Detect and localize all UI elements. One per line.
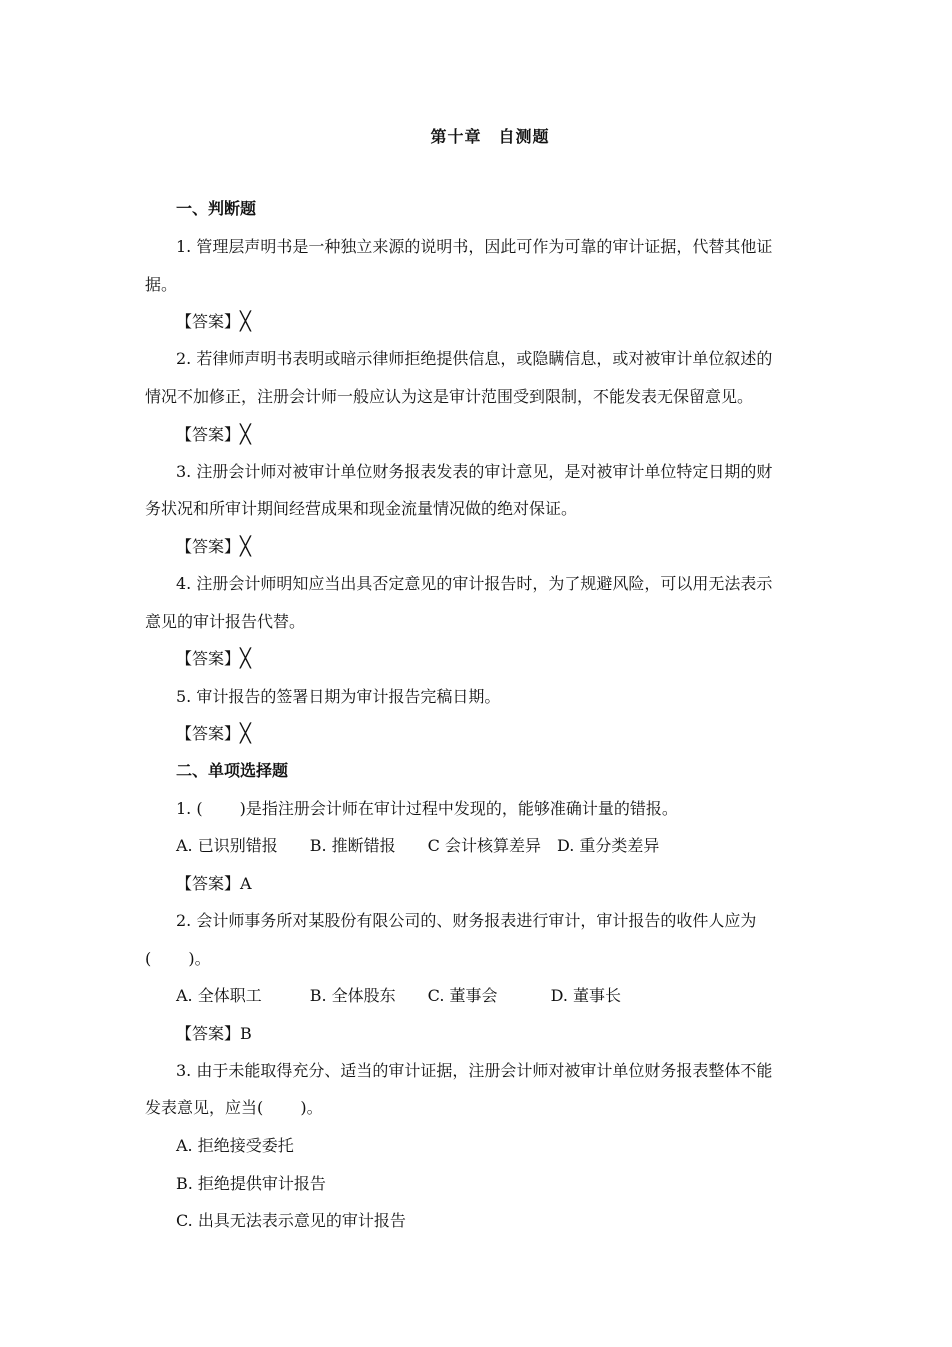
- mc-option-3b: B. 拒绝提供审计报告: [176, 1174, 326, 1193]
- mc-question-3-line-2: 发表意见，应当( )。: [145, 1098, 323, 1117]
- answer-label: 【答案】: [176, 425, 241, 444]
- tf-question-1-line-1: 1. 管理层声明书是一种独立来源的说明书，因此可作为可靠的审计证据，代替其他证: [176, 237, 773, 256]
- mc-question-3-line-1: 3. 由于未能取得充分、适当的审计证据，注册会计师对被审计单位财务报表整体不能: [176, 1061, 773, 1080]
- tf-question-4-line-1: 4. 注册会计师明知应当出具否定意见的审计报告时，为了规避风险，可以用无法表示: [176, 574, 773, 593]
- tf-answer-1: [176, 311, 251, 333]
- answer-label: 【答案】: [176, 649, 241, 668]
- section-heading-true-false: 一、判断题: [176, 199, 257, 218]
- mc-option-3a: A. 拒绝接受委托: [176, 1136, 294, 1155]
- tf-question-5: 5. 审计报告的签署日期为审计报告完稿日期。: [176, 687, 501, 706]
- tf-answer-4: [176, 648, 251, 670]
- answer-label: 【答案】: [176, 312, 241, 331]
- cross-mark-icon: ╳: [240, 536, 251, 557]
- mc-question-2-line-1: 2. 会计师事务所对某股份有限公司的、财务报表进行审计，审计报告的收件人应为: [176, 911, 757, 930]
- tf-question-3-line-2: 务状况和所审计期间经营成果和现金流量情况做的绝对保证。: [145, 499, 578, 518]
- mc-options-2: A. 全体职工 B. 全体股东 C. 董事会 D. 董事长: [176, 986, 622, 1005]
- tf-question-3-line-1: 3. 注册会计师对被审计单位财务报表发表的审计意见，是对被审计单位特定日期的财: [176, 462, 773, 481]
- cross-mark-icon: ╳: [240, 311, 251, 332]
- answer-label: 【答案】: [176, 724, 241, 743]
- answer-label: 【答案】: [176, 537, 241, 556]
- cross-mark-icon: ╳: [240, 723, 251, 744]
- tf-question-2-line-1: 2. 若律师声明书表明或暗示律师拒绝提供信息，或隐瞒信息，或对被审计单位叙述的: [176, 349, 773, 368]
- tf-question-1-line-2: 据。: [145, 275, 178, 294]
- tf-answer-2: [176, 424, 251, 446]
- mc-answer-1: 【答案】A: [176, 874, 252, 893]
- section-heading-single-choice: 二、单项选择题: [176, 761, 289, 780]
- mc-question-1: 1. ( )是指注册会计师在审计过程中发现的，能够准确计量的错报。: [176, 799, 678, 818]
- mc-option-3c: C. 出具无法表示意见的审计报告: [176, 1211, 406, 1230]
- cross-mark-icon: ╳: [240, 648, 251, 669]
- mc-answer-2: 【答案】B: [176, 1024, 252, 1043]
- tf-answer-5: [176, 723, 251, 745]
- tf-question-2-line-2: 情况不加修正，注册会计师一般应认为这是审计范围受到限制，不能发表无保留意见。: [145, 387, 754, 406]
- cross-mark-icon: ╳: [240, 424, 251, 445]
- page-title: 第十章 自测题: [430, 127, 550, 146]
- mc-options-1: A. 已识别错报 B. 推断错报 C 会计核算差异 D. 重分类差异: [176, 836, 660, 855]
- mc-question-2-line-2: ( )。: [145, 949, 211, 968]
- tf-question-4-line-2: 意见的审计报告代替。: [145, 612, 306, 631]
- tf-answer-3: [176, 536, 251, 558]
